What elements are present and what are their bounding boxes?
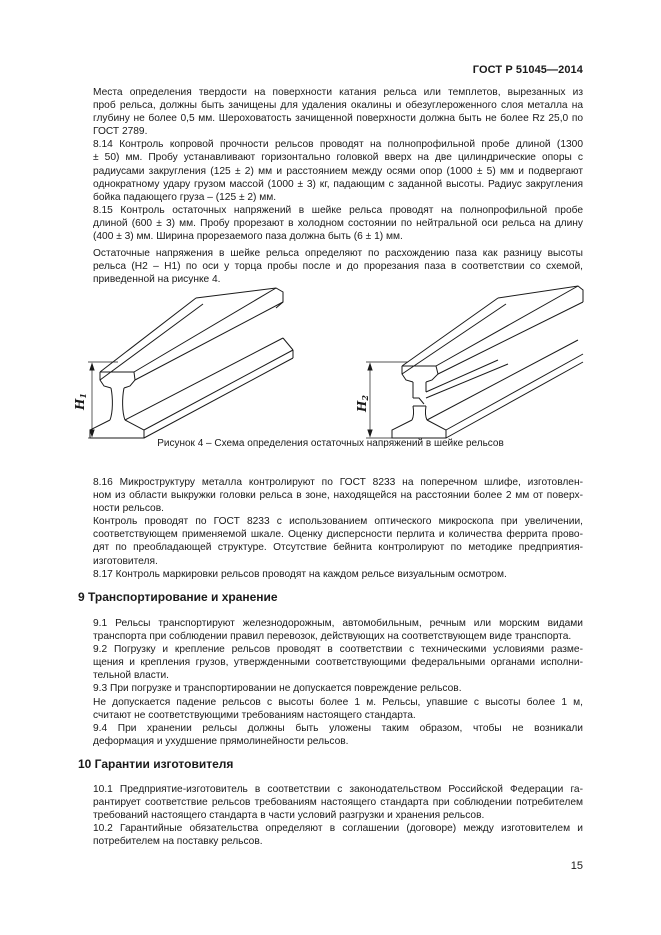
text-line: дят по преобладающей структуре. Отсутствие бейнита контролируют по методике предприятия-	[93, 542, 583, 554]
text-line: Не допускается падение рельсов с высоты более 1 м. Рельсы, упавшие с высоты более 1 м,	[93, 696, 583, 708]
paragraph-10-2	[78, 822, 583, 848]
text-line: бойка падающего груза – (125 ± 2) мм.	[93, 191, 277, 203]
text-line: 9.2 Погрузку и крепление рельсов проводят в соответствии с техническими условиями разме-	[93, 644, 583, 656]
section-10-body	[78, 783, 583, 848]
text-line: 8.16 Микроструктуру металла контролируют по ГОСТ 8233 на поперечном шлифе, изготовлен-	[93, 477, 583, 488]
rail-cut	[392, 286, 583, 438]
section-9-title: 9 Транспортирование и хранение	[78, 590, 278, 604]
text-block-1	[78, 86, 583, 286]
text-line: (400 ± 3) мм. Ширина прорезаемого паза должна быть (6 ± 1) мм.	[93, 231, 403, 243]
text-line: глубину не более 0,5 мм. Шероховатость зачищенной поверхности должна быть не более Rz 25,0 по	[93, 113, 583, 125]
paragraph-8-16	[78, 476, 583, 515]
text-line: рельса (H2 – H1) по оси у торца пробы после и до прорезания паза в соответствии со схемой,	[93, 261, 583, 273]
text-line: требований настоящего стандарта в части условий разгрузки и хранения рельсов.	[93, 810, 485, 822]
text-line: 9.3 При погрузке и транспортировании не допускается повреждение рельсов.	[93, 683, 462, 695]
text-line: ± 50) мм. Пробу устанавливают горизонтально головкой вверх на две цилиндрические опоры с	[93, 152, 583, 164]
text-line: тельной власти.	[93, 670, 170, 682]
text-line: 8.17 Контроль маркировки рельсов проводят на каждом рельсе визуальным осмотром.	[93, 568, 507, 580]
section-10-title: 10 Гарантии изготовителя	[78, 757, 234, 771]
h1-label: H1	[73, 393, 88, 410]
text-line: Контроль проводят по ГОСТ 8233 с использованием оптического микроскопа при увеличении,	[93, 516, 583, 528]
text-line: изготовителя.	[93, 555, 158, 567]
paragraph-9-3	[78, 682, 583, 695]
text-line: радиусами закругления (125 ± 2) мм и расстоянием между осями опор (1000 ± 5) мм и подвергают	[93, 165, 583, 177]
text-line: 8.15 Контроль остаточных напряжений в шейке рельса проводят на полнопрофильной пробе	[93, 204, 583, 216]
text-line: ГОСТ 2789.	[93, 126, 148, 138]
rail-stress-figure	[73, 280, 583, 440]
h2-label: H2	[355, 395, 370, 412]
text-line: 10.1 Предприятие-изготовитель в соответствии с законодательством Российской Федерации га-	[93, 784, 583, 795]
text-line: ности рельсов.	[93, 503, 164, 515]
text-line: потребителем на поставку рельсов.	[93, 836, 263, 848]
text-line: 10.2 Гарантийные обязательства определяют в соглашении (договоре) между изготовителем и	[93, 823, 583, 835]
paragraph-9-2	[78, 643, 583, 682]
paragraph-microscope	[78, 515, 583, 567]
paragraph-8-15	[78, 204, 583, 243]
paragraph-drop	[78, 696, 583, 722]
paragraph-8-14	[78, 138, 583, 203]
text-line: однократному удару грузом массой (1000 ± 3) кг, падающим с заданной высоты. Радиус закругления	[93, 178, 583, 190]
text-line: деформация и ухудшение прямолинейности рельсов.	[93, 735, 349, 747]
paragraph-hardness	[78, 86, 583, 138]
text-block-2	[78, 476, 583, 581]
text-line: 9.1 Рельсы транспортируют железнодорожным, автомобильным, речным или морским видами	[93, 618, 583, 629]
text-line: ном из области выкружки головки рельса в зоне, находящейся на расстоянии более 2 мм от поверх-	[93, 490, 583, 502]
text-line: транспорта при соблюдении правил перевозок, действующих на соответствующем виде транспорта.	[93, 631, 572, 643]
text-line: длиной (600 ± 3) мм. Пробу прорезают в холодном состоянии по нейтральной оси рельса на длину	[93, 217, 583, 229]
text-line: Остаточные напряжения в шейке рельса определяют по расхождению паза как разницу высоты	[93, 248, 583, 260]
text-line: щения и крепления грузов, утвержденными соответствующими федеральными органами исполни-	[93, 657, 583, 669]
text-line: 8.14 Контроль копровой прочности рельсов проводят на полнопрофильной пробе длиной (1300	[93, 139, 583, 151]
text-line: приведенной на рисунке 4.	[93, 274, 221, 286]
text-line: проб рельса, должны быть зачищены для удаления окалины и обезуглероженного слоя металла на	[93, 100, 583, 112]
figure-caption: Рисунок 4 – Схема определения остаточных напряжений в шейке рельсов	[157, 438, 504, 449]
text-line: соответствующем применяемой шкале. Оценку дисперсности перлита и количества феррита прово-	[93, 529, 583, 541]
paragraph-9-1	[78, 617, 583, 643]
text-line: считают не соответствующими требованиям настоящего стандарта.	[93, 709, 416, 721]
h1-dimension	[88, 362, 118, 438]
page-number: 15	[570, 860, 583, 872]
text-line: Места определения твердости на поверхности катания рельса или темплетов, вырезанных из	[93, 87, 583, 98]
rail-intact	[90, 288, 293, 438]
text-line: 9.4 При хранении рельсы должны быть уложены таким образом, чтобы не возникали	[93, 722, 583, 734]
paragraph-10-1	[78, 783, 583, 822]
section-9-body	[78, 617, 583, 748]
paragraph-9-4	[78, 722, 583, 748]
text-line: рантирует соответствие рельсов требованиям настоящего стандарта при соблюдении потребителем	[93, 797, 583, 809]
standard-header: ГОСТ Р 51045—2014	[472, 64, 583, 76]
paragraph-8-17	[78, 568, 583, 581]
